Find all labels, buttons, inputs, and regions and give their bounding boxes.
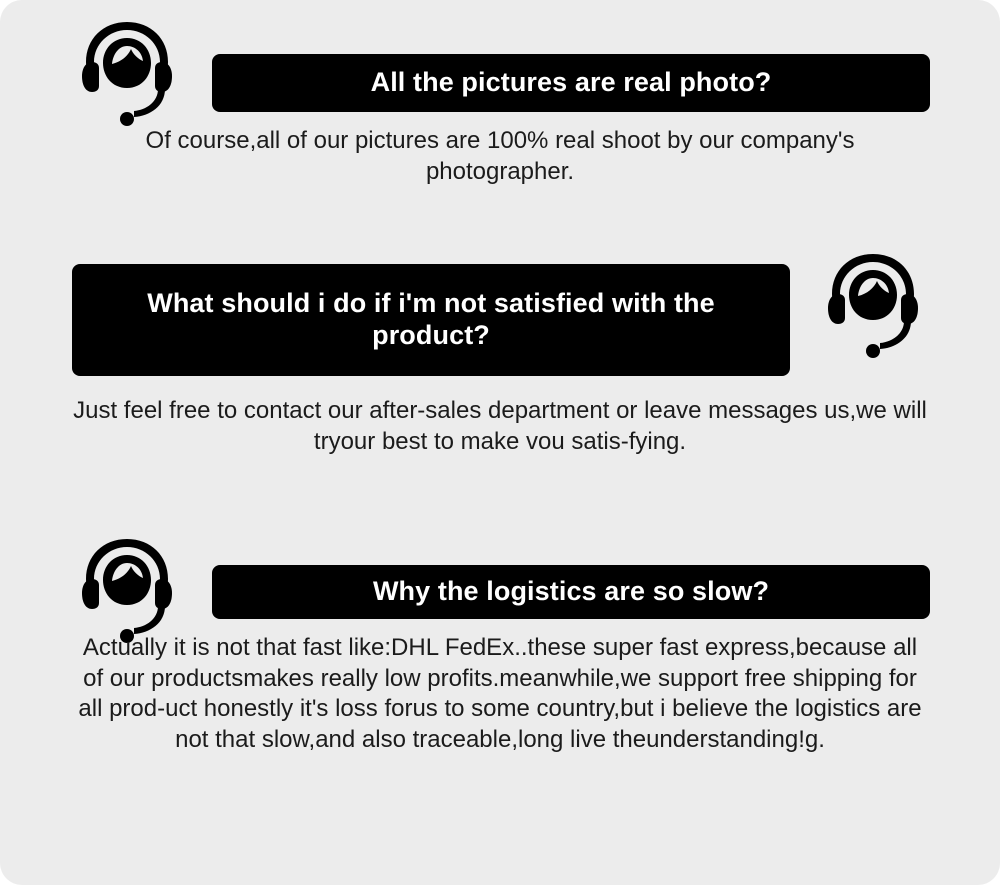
faq-question-text: All the pictures are real photo? bbox=[370, 67, 772, 98]
headset-operator-icon bbox=[72, 16, 182, 126]
faq-answer-text: Of course,all of our pictures are 100% real shoot by our company's photographer. bbox=[145, 127, 855, 185]
faq-question-row bbox=[0, 8, 1000, 128]
faq-question-row bbox=[0, 525, 1000, 645]
headset-operator-icon bbox=[72, 533, 182, 643]
faq-answer-text: Actually it is not that fast like:DHL FedEx..these super fast express,because all of our productsmakes really low profits.meanwhile,we support free shipping for all prod-uct honestly it's loss forus to some country,but i believe the logistics are not that slow,and also traceable,long live theunderstanding!g. bbox=[78, 634, 922, 754]
faq-question-bar[interactable] bbox=[72, 264, 790, 376]
faq-question-bar[interactable] bbox=[212, 54, 930, 112]
faq-item-slow-logistics bbox=[0, 525, 1000, 754]
faq-question-row bbox=[0, 240, 1000, 360]
faq-question-bar[interactable] bbox=[212, 565, 930, 619]
headset-operator-icon bbox=[818, 248, 928, 358]
faq-item-real-photo bbox=[0, 8, 1000, 185]
faq-question-text: Why the logistics are so slow? bbox=[372, 576, 770, 607]
faq-item-not-satisfied bbox=[0, 240, 1000, 455]
faq-question-text: What should i do if i'm not satisfied with the product? bbox=[147, 288, 715, 350]
faq-answer-text: Just feel free to contact our after-sales department or leave messages us,we will tryour best to make vou satis-fying. bbox=[73, 397, 927, 455]
